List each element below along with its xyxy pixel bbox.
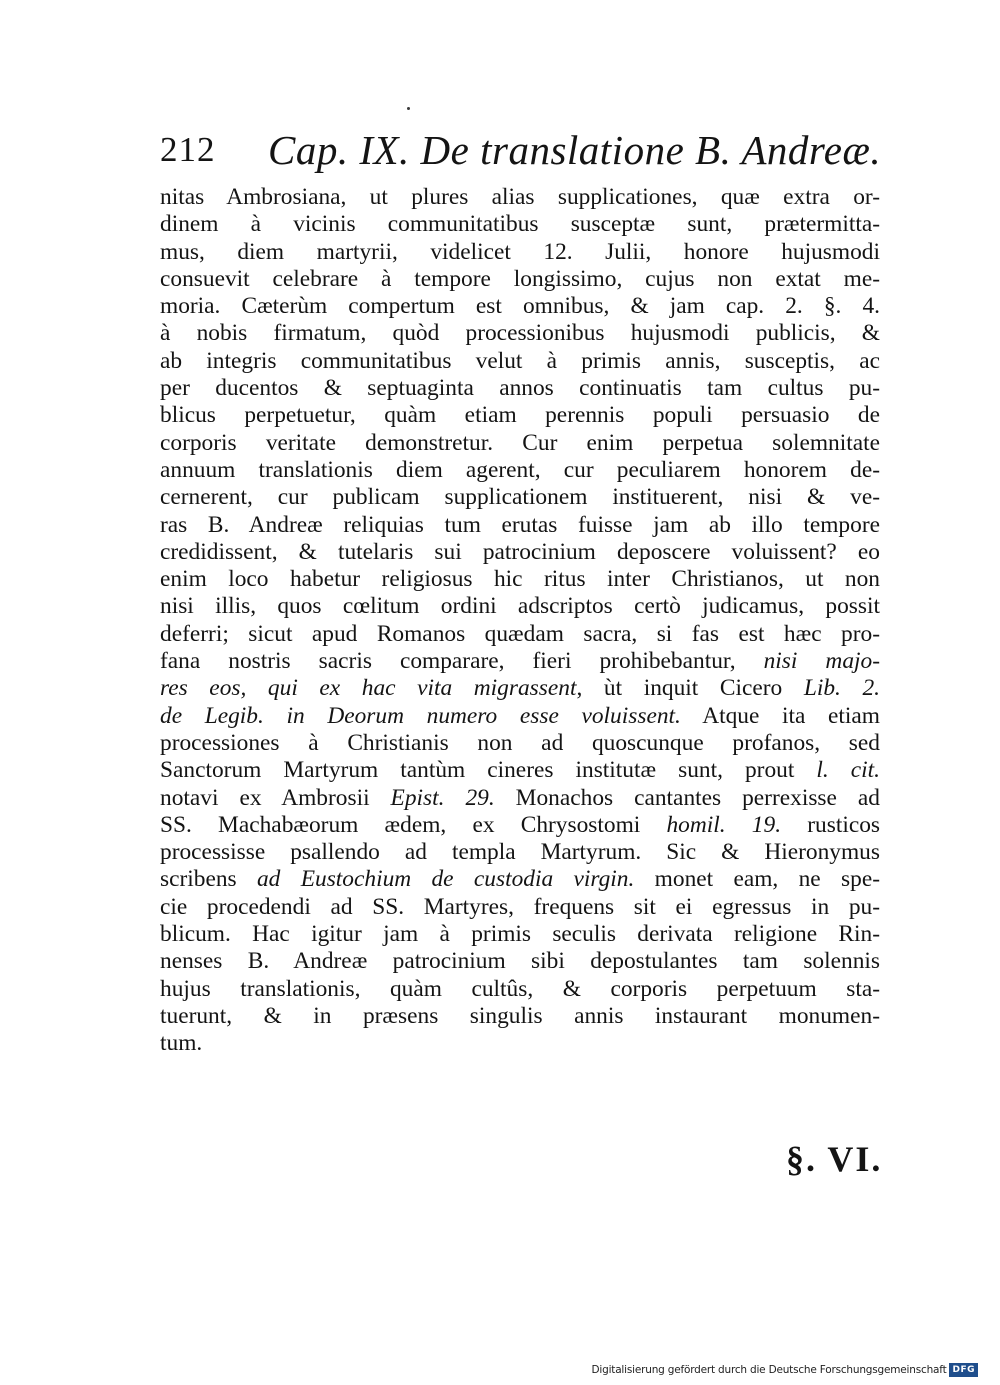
page-number: 212	[160, 130, 216, 169]
text-line	[160, 812, 880, 839]
text-line	[160, 512, 880, 539]
text-line	[160, 894, 880, 921]
text-run: moria. Cæterùm compertum est omnibus, & jam cap. 2. §. 4.	[160, 293, 880, 320]
text-run: Monachos cantantes perrexisse ad	[494, 784, 880, 811]
text-line	[160, 184, 880, 211]
text-run: nitas Ambrosiana, ut plures alias supplicationes, quæ extra or-	[160, 184, 880, 210]
dfg-logo: DFG	[949, 1363, 978, 1377]
text-run: processisse psallendo ad templa Martyrum. Sic & Hieronymus	[160, 839, 880, 866]
digitization-credit	[592, 1363, 979, 1377]
text-line	[160, 484, 880, 511]
text-run: annuum translationis diem agerent, cur peculiarem honorem de-	[160, 456, 880, 483]
text-run: rusticos	[781, 811, 880, 838]
text-line	[160, 1003, 880, 1030]
text-run: Atque ita etiam	[680, 702, 881, 729]
text-run: blicum. Hac igitur jam à primis seculis derivata religione Rin-	[160, 921, 880, 948]
text-run: tuerunt, & in præsens singulis annis instaurant monumen-	[160, 1002, 880, 1029]
text-run: processiones à Christianis non ad quoscunque profanos, sed	[160, 729, 880, 756]
italic-citation: res eos, qui ex hac vita migrassent	[160, 675, 577, 702]
text-run: nenses B. Andreæ patrocinium sibi depostulantes tam solennis	[160, 948, 880, 975]
text-run: credidissent, & tutelaris sui patrocinium deposcere voluissent? eo	[160, 538, 880, 565]
text-line	[160, 430, 880, 457]
italic-citation: Epist. 29.	[390, 784, 495, 811]
text-line	[160, 402, 880, 429]
text-run: notavi ex Ambrosii	[160, 784, 391, 811]
text-run: consuevit celebrare à tempore longissimo, cujus non extat me-	[160, 265, 880, 292]
text-line	[160, 293, 880, 320]
text-line	[160, 785, 880, 812]
text-run: monet eam, ne spe-	[634, 866, 880, 893]
text-line	[160, 921, 880, 948]
italic-citation: homil. 19.	[666, 811, 782, 838]
text-run: cernerent, cur publicam supplicationem instituerent, nisi & ve-	[160, 484, 880, 511]
text-line	[160, 675, 880, 702]
text-line	[160, 239, 880, 266]
text-line	[160, 948, 880, 975]
text-line	[160, 757, 880, 784]
text-run: enim loco habetur religiosus hic ritus inter Christianos, ut non	[160, 566, 880, 593]
text-run: per ducentos & septuaginta annos continuatis tam cultus pu-	[160, 375, 880, 402]
text-run: fana nostris sacris comparare, fieri prohibebantur,	[160, 648, 764, 675]
text-line	[160, 320, 880, 347]
italic-citation: de Legib. in Deorum numero esse voluissent.	[160, 702, 681, 729]
ink-dot	[407, 107, 410, 110]
text-line	[160, 703, 880, 730]
text-run: SS. Machabæorum ædem, ex Chrysostomi	[160, 811, 667, 838]
text-line	[160, 539, 880, 566]
italic-citation: nisi majo-	[763, 648, 880, 675]
text-run: blicus perpetuetur, quàm etiam perennis populi persuasio de	[160, 402, 880, 429]
text-run: tum.	[160, 1030, 203, 1057]
text-run: mus, diem martyrii, videlicet 12. Julii, honore hujusmodi	[160, 238, 880, 265]
text-line	[160, 348, 880, 375]
text-line	[160, 976, 880, 1003]
text-line	[160, 839, 880, 866]
text-run: dinem à vicinis communitatibus susceptæ sunt, prætermitta-	[160, 211, 880, 238]
text-line	[160, 621, 880, 648]
text-run: hujus translationis, quàm cultûs, & corporis perpetuum sta-	[160, 975, 880, 1002]
text-run: deferri; sicut apud Romanos quædam sacra, si fas est hæc pro-	[160, 620, 880, 647]
text-line	[160, 648, 880, 675]
text-line	[160, 457, 880, 484]
text-line	[160, 211, 880, 238]
next-section-mark: §. VI.	[786, 1139, 883, 1179]
italic-citation: Lib. 2.	[803, 675, 880, 702]
text-run: à nobis firmatum, quòd processionibus hujusmodi publicis, &	[160, 320, 880, 347]
text-run: , ùt inquit Cicero	[576, 675, 804, 702]
running-title: Cap. IX. De translatione B. Andreæ.	[268, 127, 882, 173]
italic-citation: l. cit.	[816, 757, 880, 784]
italic-citation: ad Eustochium de custodia virgin.	[256, 866, 635, 893]
text-line	[160, 266, 880, 293]
text-run: cie procedendi ad SS. Martyres, frequens sit ei egressus in pu-	[160, 893, 880, 920]
text-run: nisi illis, quos cœlitum ordini adscriptos certò judicamus, possit	[160, 593, 880, 620]
page-header	[160, 120, 880, 178]
body-text	[160, 184, 880, 1058]
text-run: ras B. Andreæ reliquias tum erutas fuisse jam ab illo tempore	[160, 511, 880, 538]
text-run: corporis veritate demonstretur. Cur enim perpetua solemnitate	[160, 429, 880, 456]
text-line	[160, 730, 880, 757]
text-line	[160, 566, 880, 593]
text-run: Sanctorum Martyrum tantùm cineres institutæ sunt, prout	[160, 757, 817, 784]
text-line	[160, 1030, 880, 1057]
credit-text: Digitalisierung gefördert durch die Deutsche Forschungsgemeinschaft	[591, 1364, 947, 1376]
text-run: ab integris communitatibus velut à primis annis, susceptis, ac	[160, 347, 880, 374]
text-run: scribens	[160, 866, 257, 893]
text-line	[160, 866, 880, 893]
text-line	[160, 593, 880, 620]
text-line	[160, 375, 880, 402]
